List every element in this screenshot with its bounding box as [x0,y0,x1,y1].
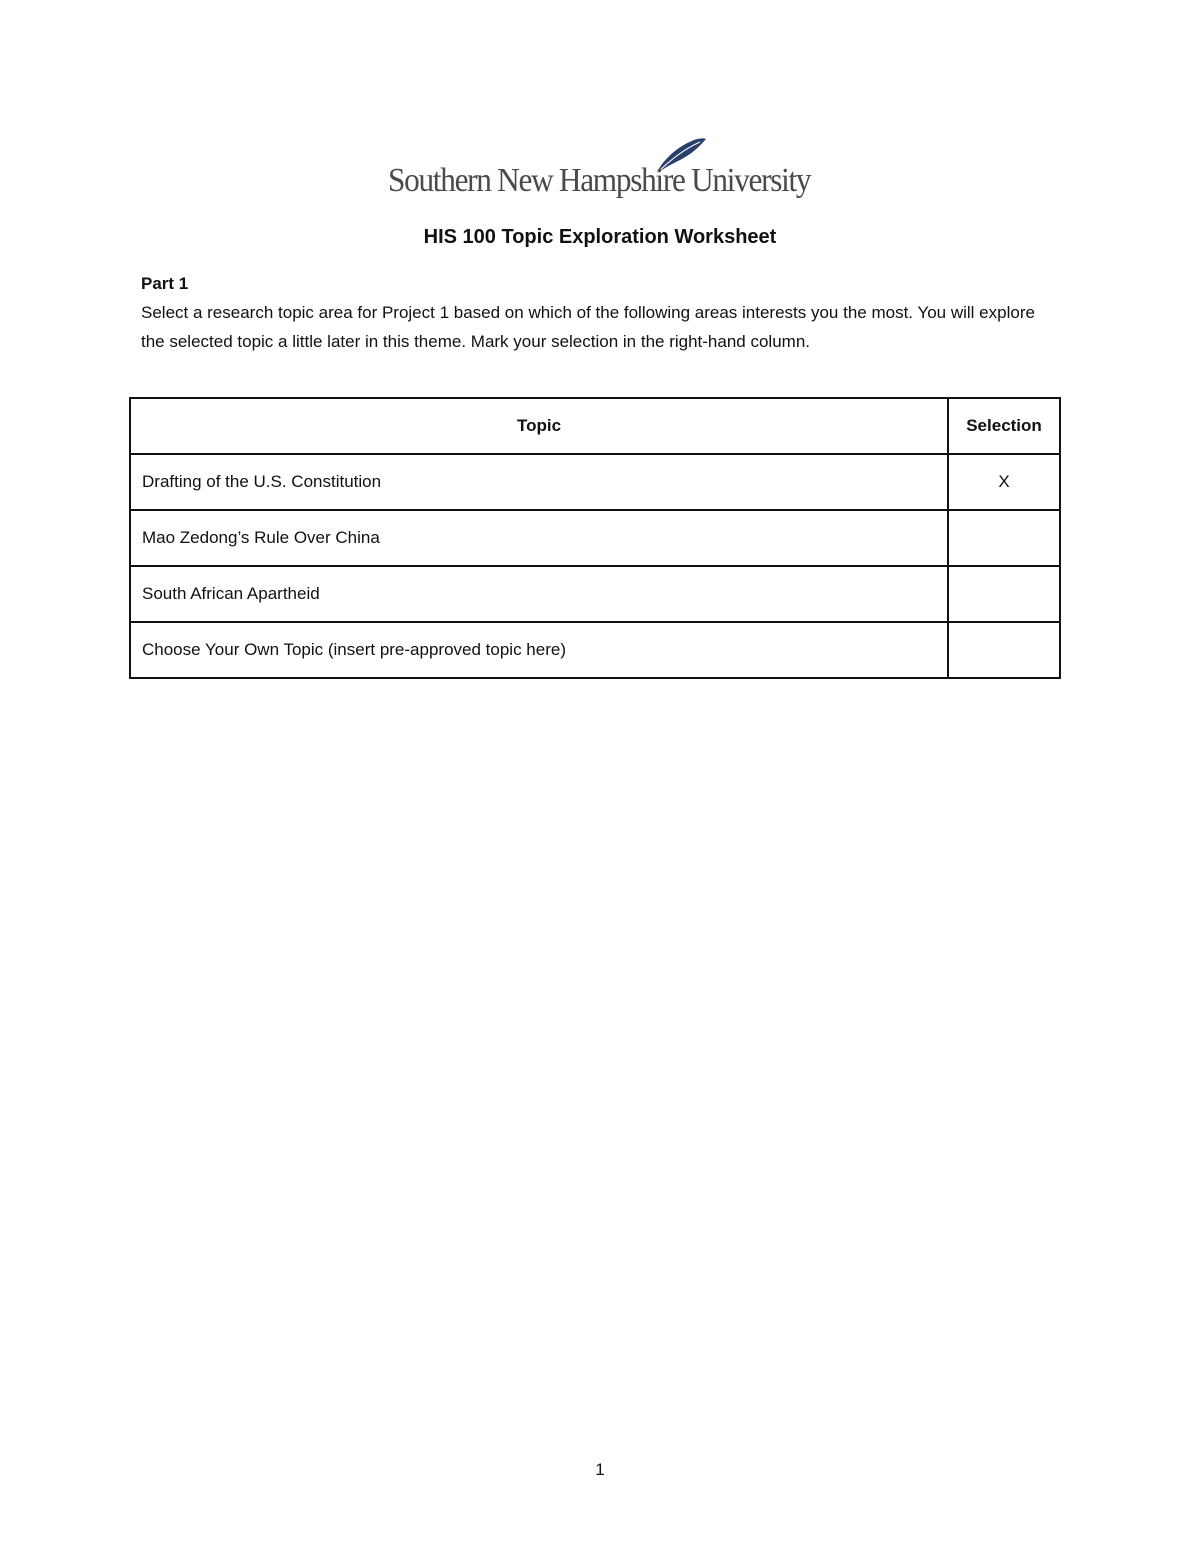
selection-column-header: Selection [948,398,1060,454]
part-heading: Part 1 [141,274,189,293]
topic-cell: Drafting of the U.S. Constitution [130,454,948,510]
topic-column-header: Topic [130,398,948,454]
topic-cell: Mao Zedong’s Rule Over China [130,510,948,566]
selection-cell[interactable] [948,566,1060,622]
selection-cell[interactable]: X [948,454,1060,510]
table-row [130,454,1060,510]
logo-wordmark: Southern New Hampshire University [388,162,811,199]
document-title: HIS 100 Topic Exploration Worksheet [423,226,777,248]
table-row [130,622,1060,678]
selection-cell[interactable] [948,510,1060,566]
university-logo [380,136,820,212]
selection-cell[interactable] [948,622,1060,678]
table-row [130,566,1060,622]
topic-table [129,397,1061,679]
topic-cell: Choose Your Own Topic (insert pre-approved topic here) [130,622,948,678]
table-header-row [130,398,1060,454]
table-row [130,510,1060,566]
page-number: 1 [595,1460,605,1479]
intro-paragraph: Select a research topic area for Project 1 based on which of the following areas interests you the most. You will explore the selected topic a little later in this theme. Mark your selection in the right-hand column. [141,303,1035,351]
topic-cell: South African Apartheid [130,566,948,622]
